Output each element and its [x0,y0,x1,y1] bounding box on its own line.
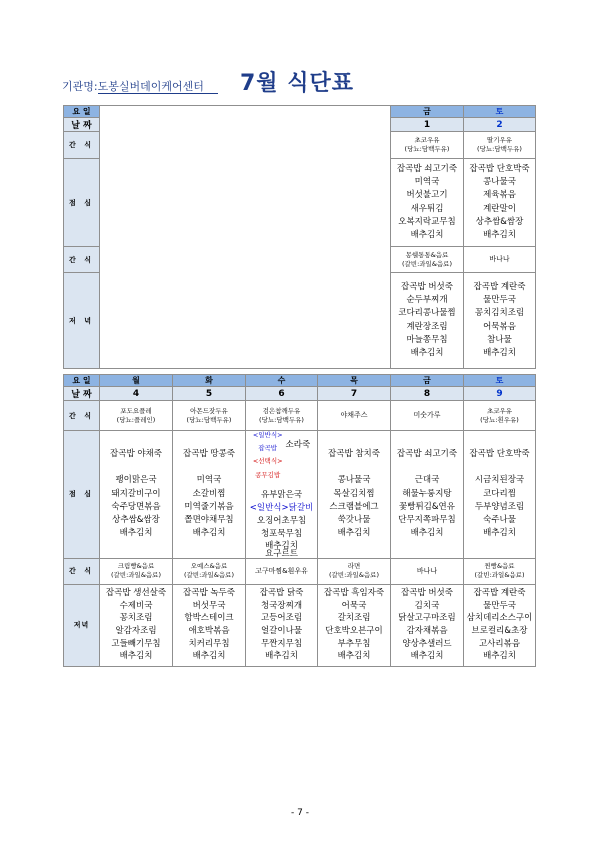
snack-cell: 미숫가루 [391,401,464,431]
date-cell: 1 [391,118,464,132]
empty-area [100,106,391,369]
snack-cell: 몽쉘통통&음료 (갈빈:과일&음료) [391,247,464,273]
lunch-cell: 잡곡밥 야채죽 팽이맑은국 돼지갈비구이 숙주당면볶음 상추쌈&쌈장 배추김치 [100,431,173,559]
week2-day-row [64,375,536,387]
week2-snack-am-row [64,401,536,431]
snack-label: 간 식 [64,401,100,431]
dinner-cell: 잡곡밥 생선살죽 수제비국 꽁치조림 알감자조림 고들빼기무침 배추김치 [100,584,173,666]
snack-cell: 포도요플레 (당뇨:플레인) [100,401,173,431]
day-header-label: 요 일 [64,106,100,118]
day-cell: 화 [173,375,246,387]
snack-cell: 오예스&음료 (갈빈:과일&음료) [173,558,246,584]
snack-cell: 초코우유 (당뇨:담백두유) [391,132,464,159]
snack-cell: 초코우유 (당뇨:흰우유) [464,401,536,431]
snack-cell: 검은참깨두유 (당뇨:담백두유) [246,401,318,431]
week1-day-row [64,106,536,118]
lunch-cell: 잡곡밥 쇠고기죽 미역국 버섯불고기 새우튀김 오복지락교무침 배추김치 [391,159,464,247]
week2-date-row [64,387,536,401]
snack-label: 간 식 [64,558,100,584]
lunch-cell: 잡곡밥 쇠고기죽 근대국 해물누룽지탕 꽃빵튀김&연유 단무지쪽파무침 배추김치 [391,431,464,559]
date-cell: 4 [100,387,173,401]
day-cell: 금 [391,106,464,118]
snack-label: 간 식 [64,132,100,159]
date-cell: 9 [464,387,536,401]
lunch-cell: 잡곡밥 단호박죽 시금치된장국 코다리찜 두부양념조림 숙주나물 배추김치 [464,431,536,559]
dinner-cell: 잡곡밥 계란죽 물만두국 삼치데리소스구이 브로컬리&초장 고사리볶음 배추김치 [464,584,536,666]
date-cell: 8 [391,387,464,401]
page-number: - 7 - [291,808,309,818]
dinner-label: 저녁 [64,584,100,666]
day-cell: 토 [464,106,536,118]
snack-cell: 라면 (갈빈:과일&음료) [318,558,391,584]
snack-cell: 크림빵&음료 (갈빈:과일&음료) [100,558,173,584]
lunch-cell: 잡곡밥 단호박죽 콩나물국 제육볶음 계란말이 상추쌈&쌈장 배추김치 [464,159,536,247]
date-cell: 7 [318,387,391,401]
snack-cell: 아몬드잣두유 (당뇨:담백두유) [173,401,246,431]
snack-label: 간 식 [64,247,100,273]
date-cell: 2 [464,118,536,132]
day-cell: 금 [391,375,464,387]
date-cell: 6 [246,387,318,401]
page-title: 7월 식단표 [240,71,354,96]
day-cell: 토 [464,375,536,387]
snack-cell: 고구마찜&흰우유 [246,558,318,584]
org-name: 도봉실버데이케어센터 [98,80,218,94]
org-label: 기관명: [62,80,98,93]
day-cell: 목 [318,375,391,387]
dinner-label: 저 녁 [64,273,100,369]
week2-snack-pm-row [64,558,536,584]
week2-dinner-row [64,584,536,666]
dinner-cell: 잡곡밥 계란죽 물만두국 꽁치김치조림 어묵볶음 참나물 배추김치 [464,273,536,369]
week1-menu-table [63,105,536,369]
snack-cell: 딸기우유 (당뇨:담백두유) [464,132,536,159]
day-cell: 수 [246,375,318,387]
day-cell: 월 [100,375,173,387]
lunch-label: 점 심 [64,431,100,559]
lunch-cell-wed: <일반식> 잡곡밥 <선택식> 콩무김밥 소라죽 유부맑은국 <일반식>닭갈비 오징어초무침 청포묵무침 배추김치 요구르트 [246,431,318,559]
lunch-cell: 잡곡밥 땅콩죽 미역국 소갈비찜 미역줄기볶음 쫄면야채무침 배추김치 [173,431,246,559]
date-label: 날 짜 [64,387,100,401]
date-cell: 5 [173,387,246,401]
snack-cell: 바나나 [464,247,536,273]
dinner-cell: 잡곡밥 흑임자죽 어묵국 갈치조림 단호박오븐구이 부추무침 배추김치 [318,584,391,666]
day-header-label: 요 일 [64,375,100,387]
org-info [62,78,218,94]
dinner-cell: 잡곡밥 버섯죽 순두부찌개 코다리콩나물찜 계란장조림 마늘쫑무침 배추김치 [391,273,464,369]
dinner-cell: 잡곡밥 버섯죽 김치국 닭살고구마조림 감자채볶음 양상추샐러드 배추김치 [391,584,464,666]
lunch-label: 점 심 [64,159,100,247]
date-label: 날 짜 [64,118,100,132]
snack-cell: 야채주스 [318,401,391,431]
dinner-cell: 잡곡밥 녹두죽 버섯무국 함박스테이크 애호박볶음 치커리무침 배추김치 [173,584,246,666]
snack-cell: 찐빵&음료 (갈빈:과일&음료) [464,558,536,584]
snack-cell: 바나나 [391,558,464,584]
dinner-cell: 잡곡밥 닭죽 청국장찌개 고등어조림 얼갈이나물 무짠지무침 배추김치 [246,584,318,666]
week2-lunch-row [64,431,536,559]
lunch-cell: 잡곡밥 참치죽 콩나물국 목살김치찜 스크램블에그 쑥갓나물 배추김치 [318,431,391,559]
week2-menu-table [63,374,536,667]
